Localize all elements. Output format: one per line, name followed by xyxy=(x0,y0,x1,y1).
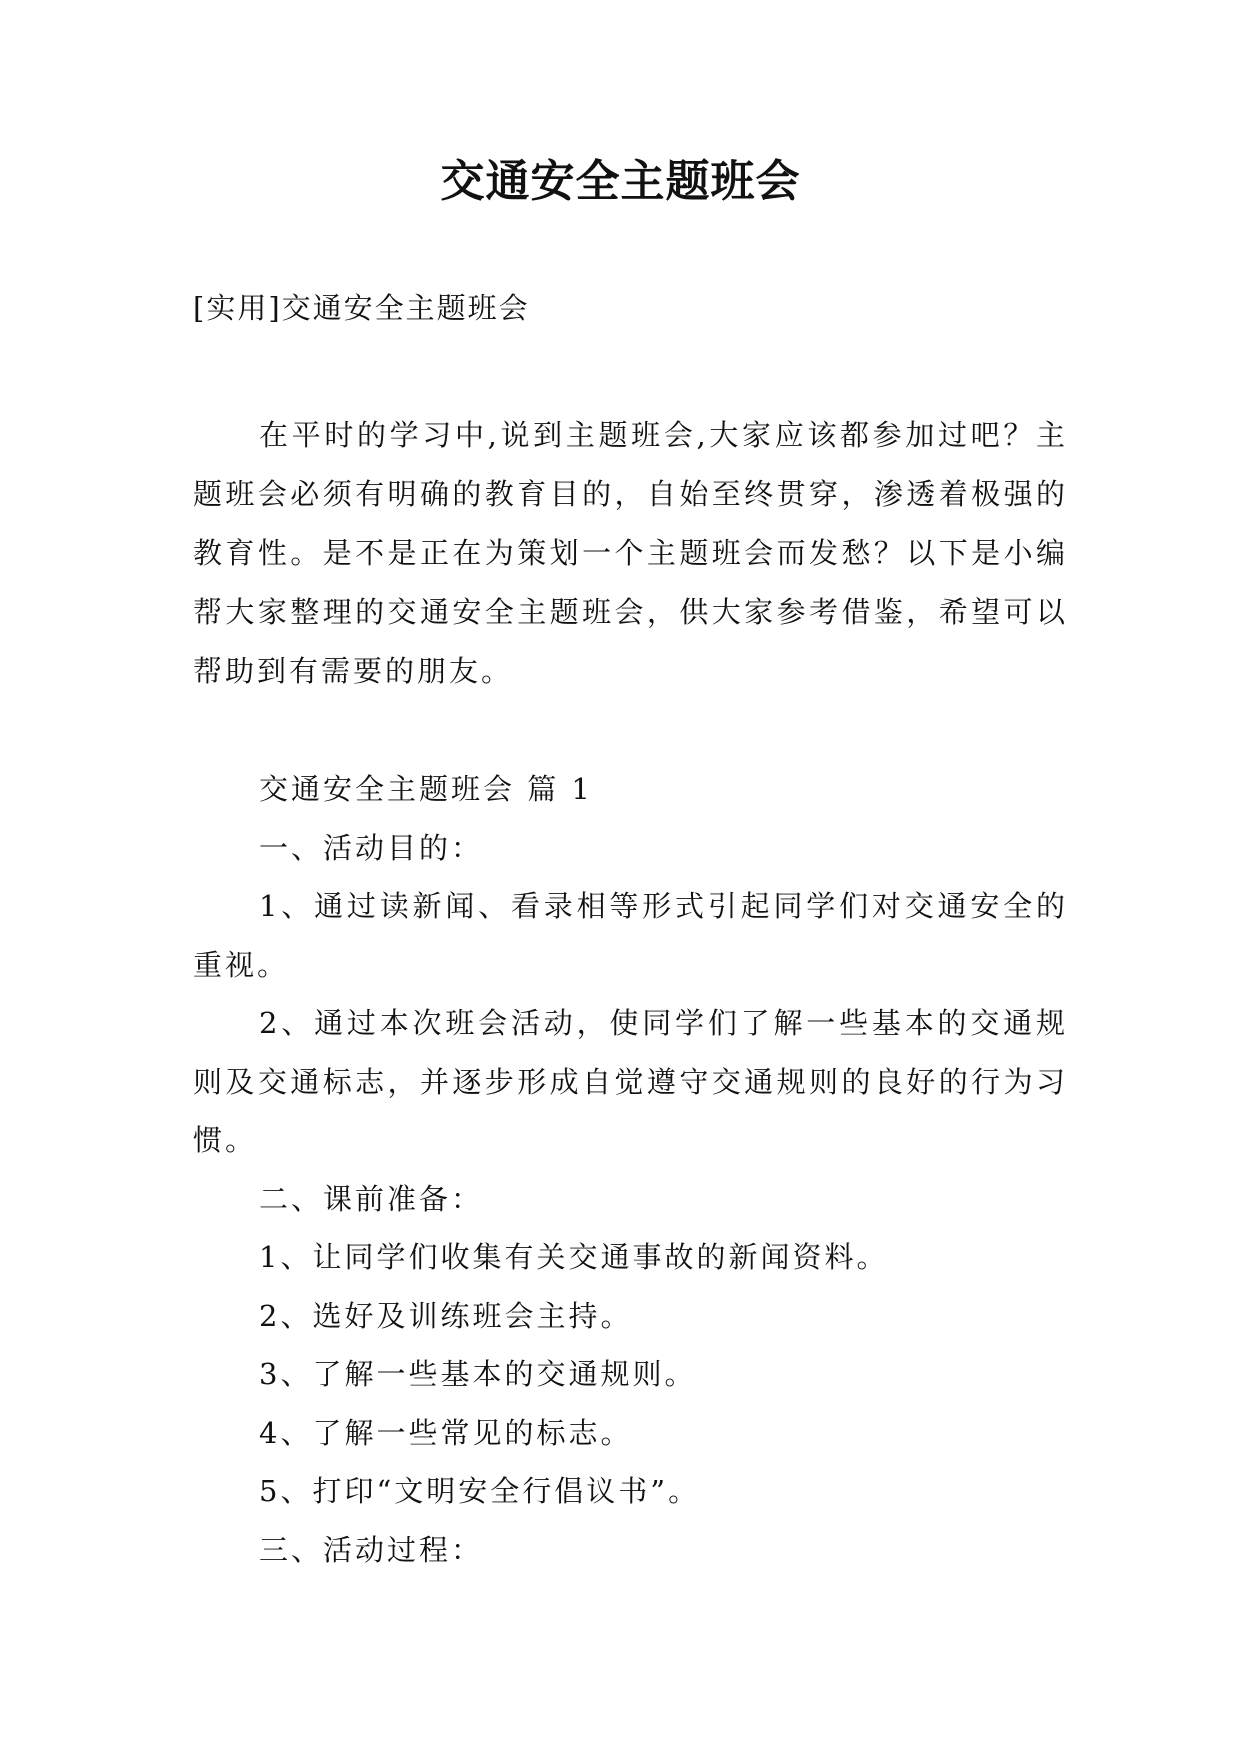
objective-item: 2、通过本次班会活动，使同学们了解一些基本的交通规则及交通标志，并逐步形成自觉遵守交通规则的良好的行为习惯。 xyxy=(193,1006,1068,1157)
intro-paragraph: 在平时的学习中,说到主题班会,大家应该都参加过吧？主题班会必须有明确的教育目的，自始至终贯穿，渗透着极强的教育性。是不是正在为策划一个主题班会而发愁？以下是小编帮大家整理的交通安全主题班会，供大家参考借鉴，希望可以帮助到有需要的朋友。 xyxy=(193,418,1068,688)
preparation-item: 3、了解一些基本的交通规则。 xyxy=(259,1357,697,1391)
document-subtitle: [实用]交通安全主题班会 xyxy=(193,291,530,325)
document-title: 交通安全主题班会 xyxy=(440,156,801,207)
objective-item: 1、通过读新闻、看录相等形式引起同学们对交通安全的重视。 xyxy=(193,889,1068,982)
section-heading: 交通安全主题班会 篇 1 xyxy=(259,772,593,806)
preparation-item: 1、让同学们收集有关交通事故的新闻资料。 xyxy=(259,1240,889,1274)
preparation-item: 4、了解一些常见的标志。 xyxy=(259,1415,633,1450)
preparation-item: 5、打印“文明安全行倡议书”。 xyxy=(259,1474,701,1508)
heading-preparation: 二、课前准备： xyxy=(259,1181,484,1216)
heading-process: 三、活动过程： xyxy=(259,1532,484,1567)
preparation-item: 2、选好及训练班会主持。 xyxy=(259,1298,633,1333)
document-body xyxy=(193,760,1068,1579)
heading-objectives: 一、活动目的： xyxy=(259,830,484,865)
